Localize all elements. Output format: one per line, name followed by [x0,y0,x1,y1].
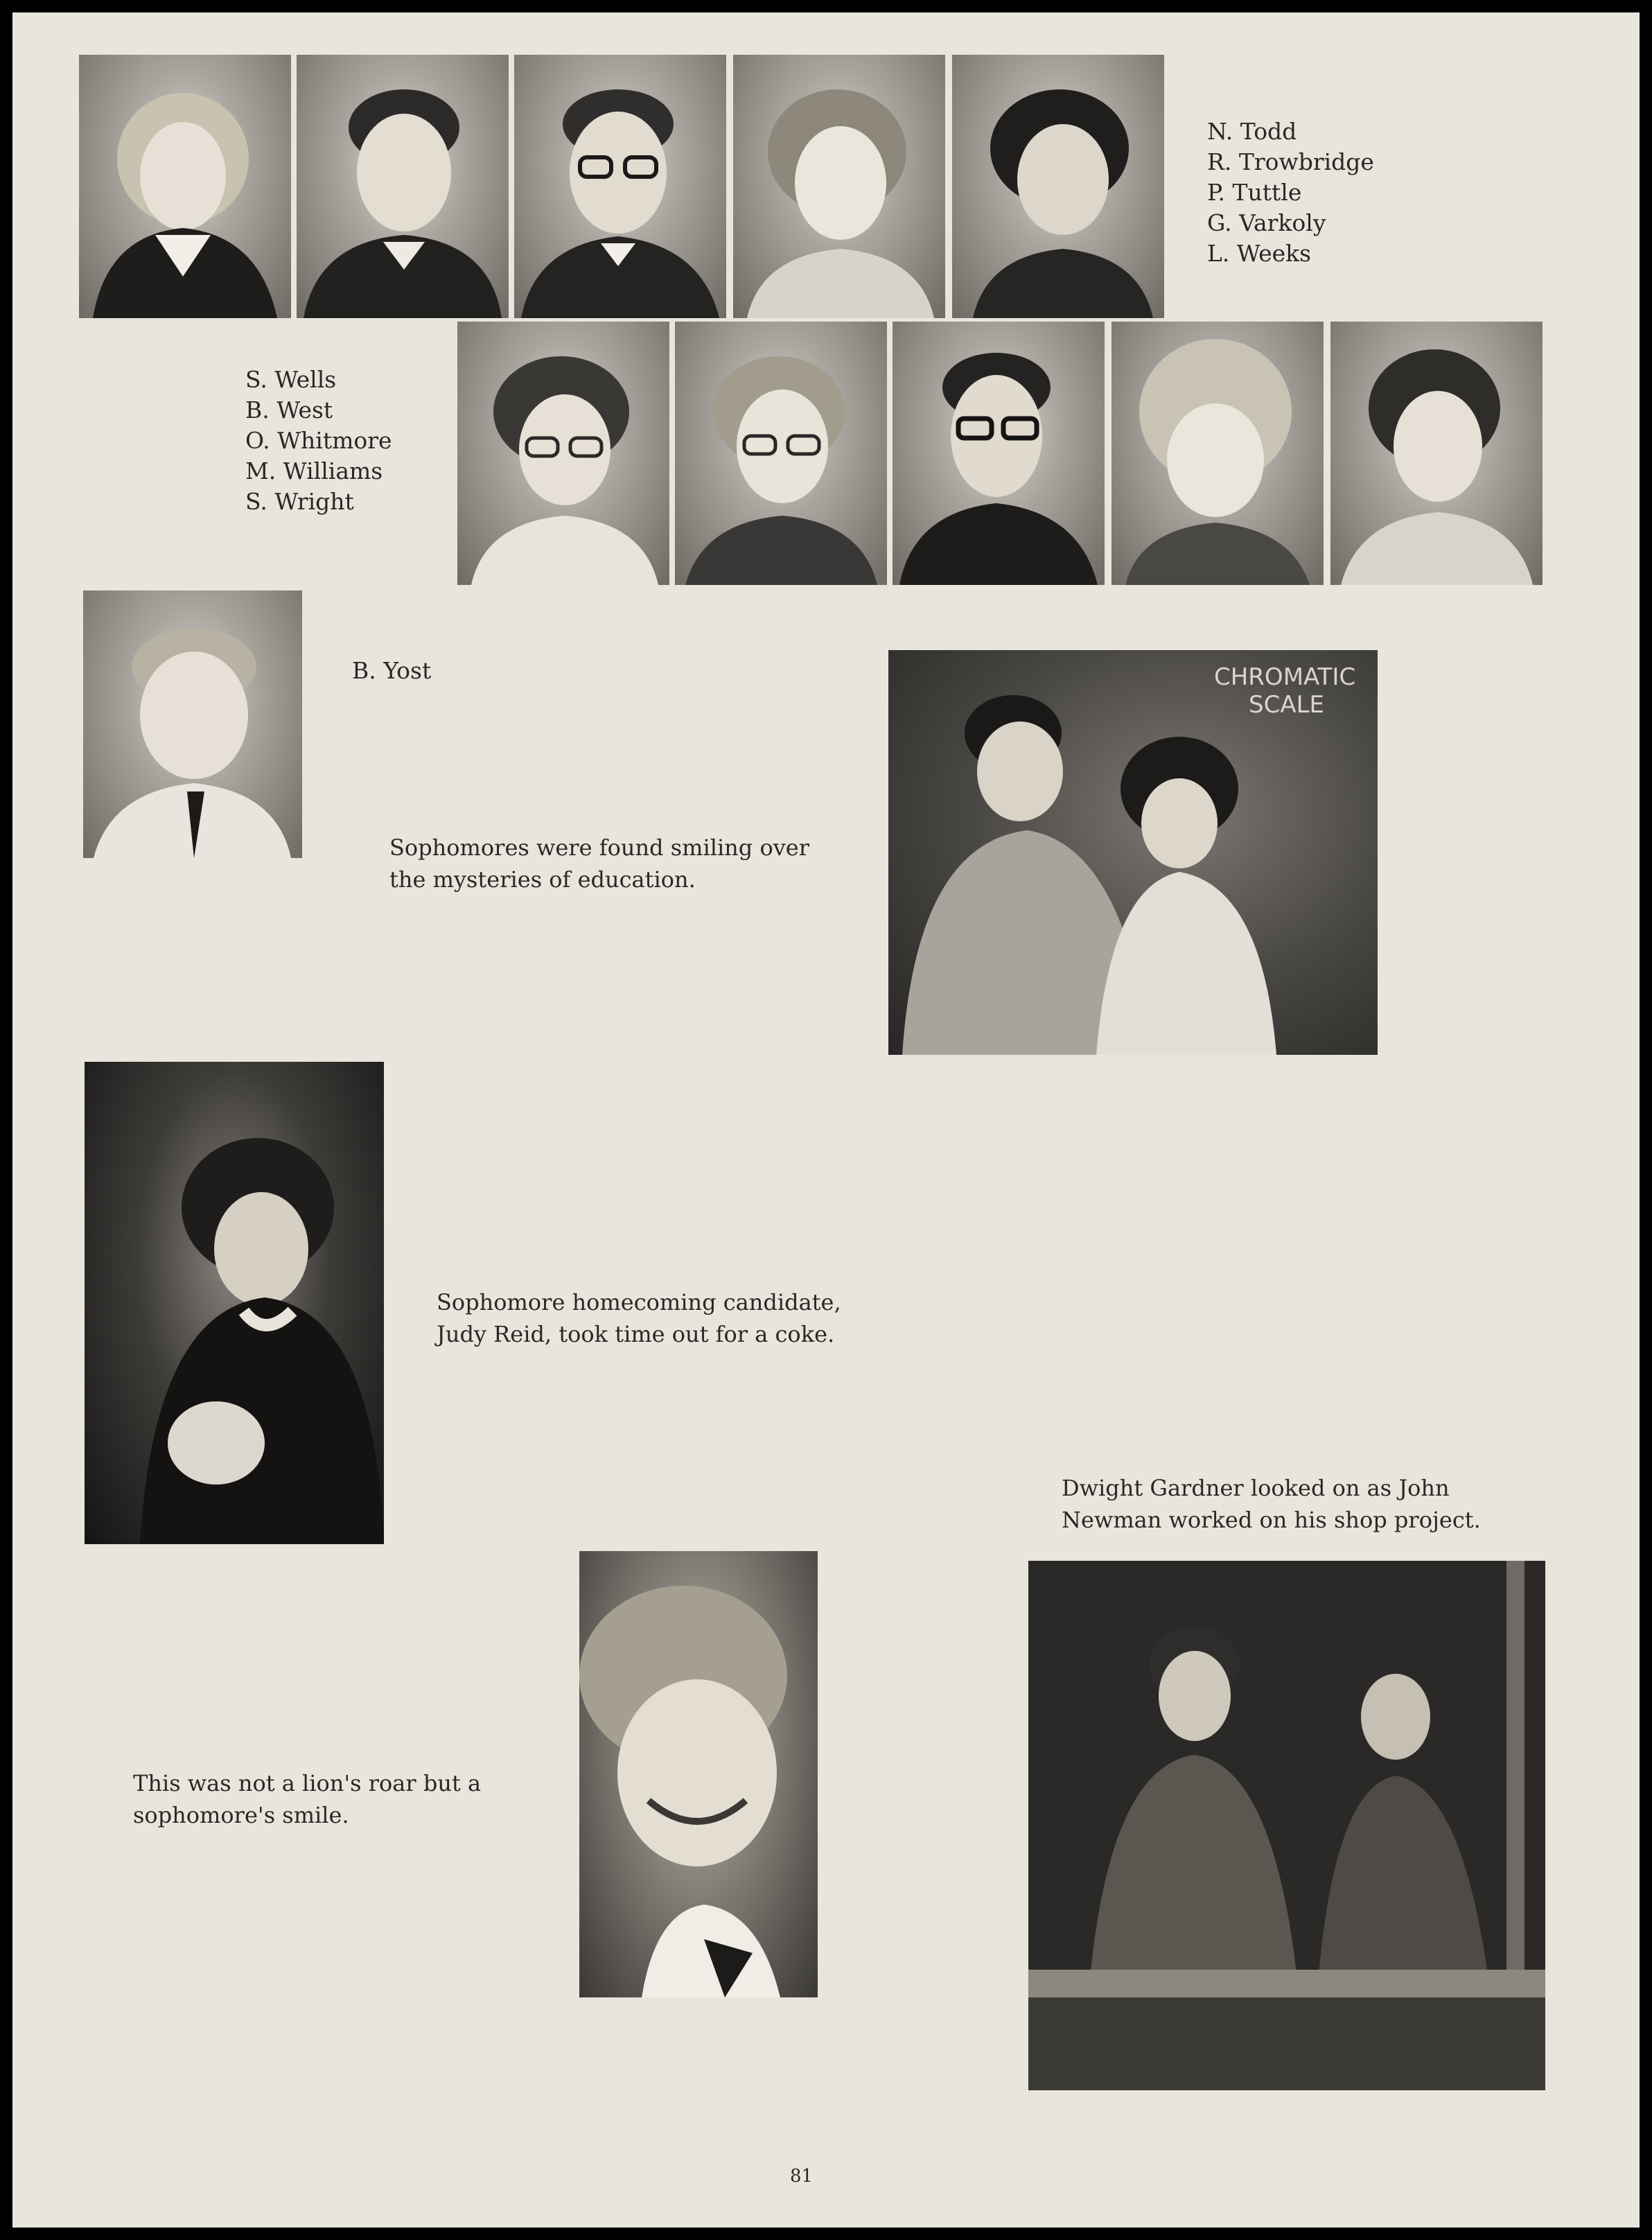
portrait-figure [83,590,302,858]
caption-lion-roar [133,1767,481,1831]
photo-lion-roar-smile [579,1551,818,1997]
caption-shop-project [1062,1472,1481,1536]
photo-scene [888,650,1378,1055]
name-s-wells: S. Wells [245,366,337,393]
portrait-s-wells [457,322,669,585]
caption-line: Dwight Gardner looked on as John [1062,1475,1450,1501]
portrait-figure [1330,322,1543,585]
caption-line: This was not a lion's roar but a [133,1770,482,1796]
portrait-b-west [675,322,887,585]
caption-line: Sophomore homecoming candidate, [437,1289,841,1315]
caption-line: sophomore's smile. [133,1802,349,1828]
name-n-todd: N. Todd [1207,118,1297,145]
caption-line: Newman worked on his shop project. [1062,1507,1481,1533]
photo-scene [85,1062,384,1544]
name-b-west: B. West [245,396,333,423]
portrait-figure [79,55,291,318]
chalk-line: SCALE [1249,691,1325,719]
photo-scene [1028,1561,1545,2090]
portrait-n-todd [79,55,291,318]
portrait-o-whitmore [893,322,1105,585]
name-m-williams: M. Williams [245,457,383,484]
caption-homecoming [437,1286,841,1350]
name-p-tuttle: P. Tuttle [1207,179,1302,206]
portrait-figure [675,322,887,585]
portrait-l-weeks [952,55,1164,318]
portrait-p-tuttle [514,55,726,318]
name-b-yost: B. Yost [352,657,432,684]
portrait-s-wright [1330,322,1543,585]
portrait-figure [952,55,1164,318]
portrait-figure [457,322,669,585]
caption-line: Judy Reid, took time out for a coke. [437,1321,835,1347]
portrait-r-trowbridge [297,55,509,318]
name-s-wright: S. Wright [245,488,354,515]
name-o-whitmore: O. Whitmore [245,427,392,454]
yearbook-page [12,12,1640,2228]
portrait-figure [297,55,509,318]
portrait-figure [893,322,1105,585]
row3-name-list [352,656,431,686]
photo-shop-project [1028,1561,1545,2090]
name-r-trowbridge: R. Trowbridge [1207,148,1374,175]
portrait-b-yost [83,590,302,858]
caption-line: the mysteries of education. [389,866,696,893]
name-l-weeks: L. Weeks [1207,240,1312,267]
portrait-figure [1111,322,1324,585]
row1-name-list [1207,116,1374,269]
photo-chromatic-scale-students [888,650,1378,1055]
name-g-varkoly: G. Varkoly [1207,209,1326,236]
portrait-m-williams [1111,322,1324,585]
photo-scene [579,1551,818,1997]
row2-name-list [245,365,392,517]
caption-line: Sophomores were found smiling over [389,834,810,861]
portrait-figure [733,55,945,318]
page-number: 81 [790,2166,814,2187]
portrait-figure [514,55,726,318]
chalk-line: CHROMATIC [1214,663,1356,691]
photo-judy-reid-coke [85,1062,384,1544]
caption-sophomores-smiling [389,832,809,895]
portrait-g-varkoly [733,55,945,318]
